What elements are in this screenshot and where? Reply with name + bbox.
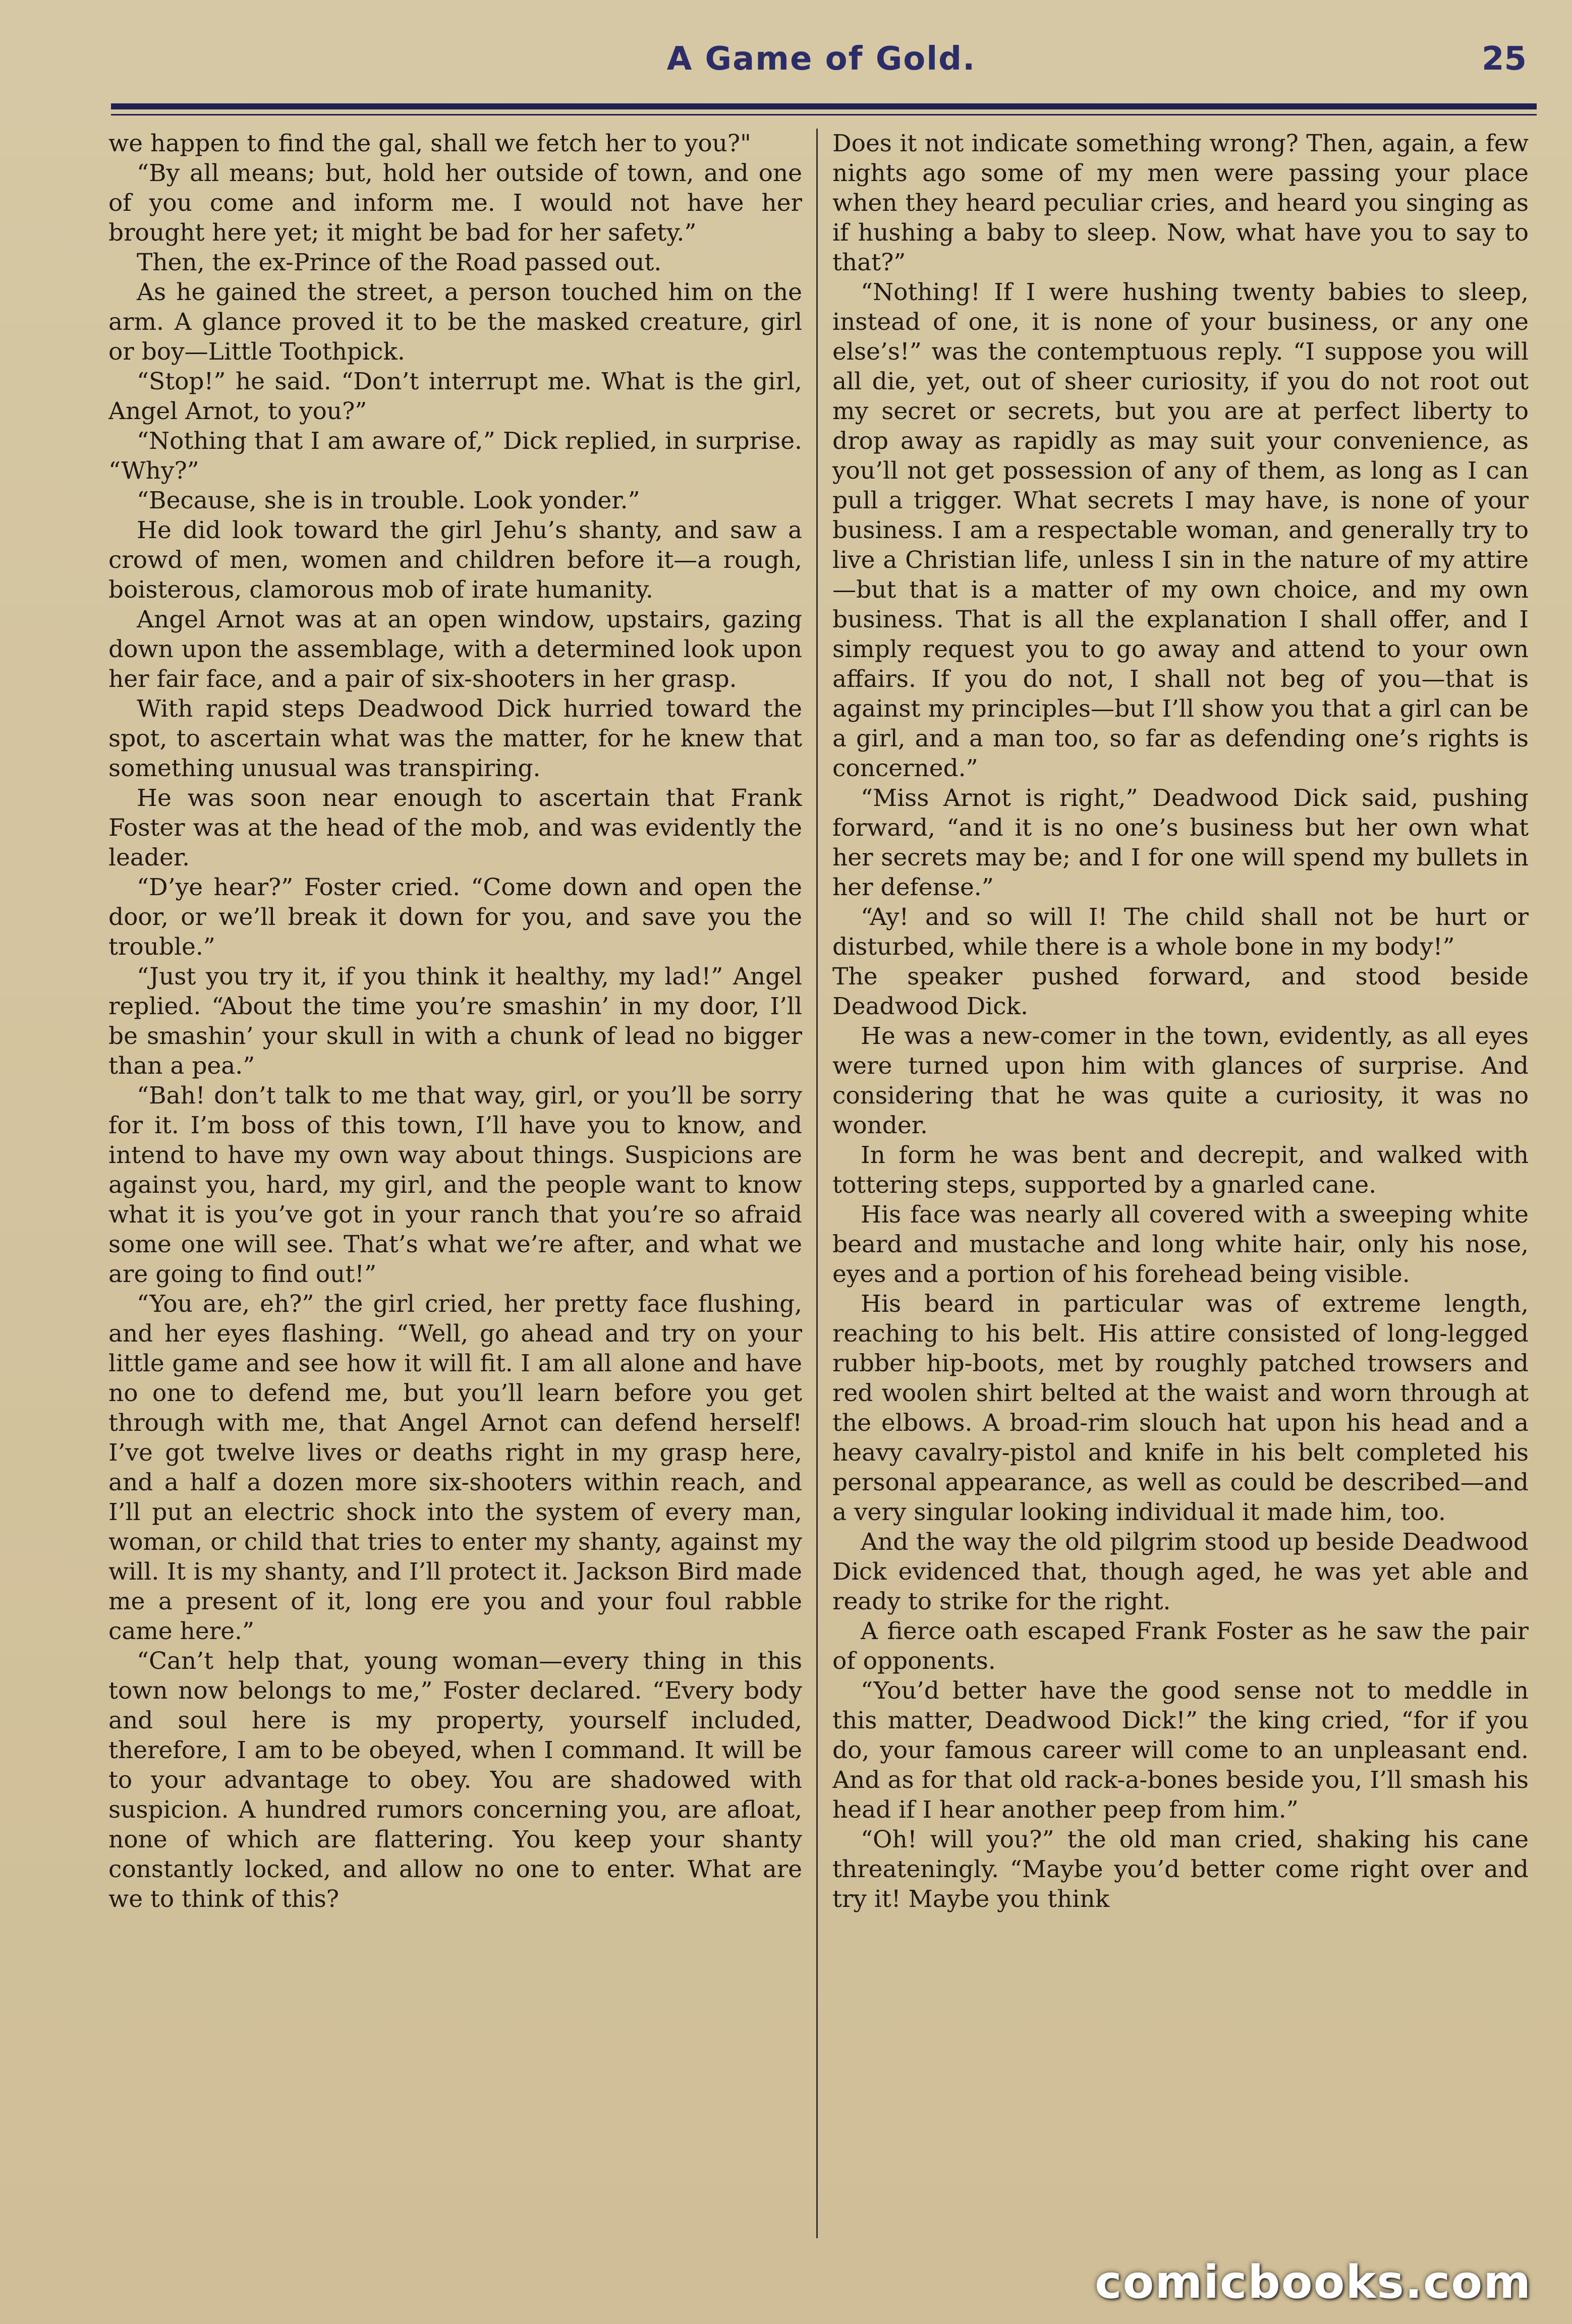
paragraph: He was soon near enough to ascertain that Frank Foster was at the head of the mob, and was evidently the leader. <box>108 784 802 872</box>
paragraph: we happen to find the gal, shall we fetch her to you?" <box>108 130 751 157</box>
paragraph: Then, the ex-Prince of the Road passed out. <box>137 249 662 276</box>
paragraph: “D’ye hear?” Foster cried. “Come down and open the door, or we’ll break it down for you, and save you the trouble.” <box>108 874 802 961</box>
paragraph: With rapid steps Deadwood Dick hurried toward the spot, to ascertain what was the matter, for he knew that something unusual was transpiring. <box>108 695 802 782</box>
paragraph: “You’d better have the good sense not to meddle in this matter, Deadwood Dick!” the king cried, “for if you do, your famous career will come to an unpleasant end. And as for that old rack-a-bones beside you, I’ll smash his head if I hear another peep from him.” <box>832 1677 1529 1824</box>
paragraph: “Just you try it, if you think it healthy, my lad!” Angel replied. “About the time you’re smashin’ in my door, I’ll be smashin’ your skull in with a chunk of lead no bigger than a pea.” <box>108 963 802 1080</box>
paragraph: Does it not indicate something wrong? Then, again, a few nights ago some of my men were passing your place when they heard peculiar cries, and heard you singing as if hushing a baby to sleep. Now, what have you to say to that?” <box>832 130 1529 276</box>
watermark-text: comicbooks.com <box>1095 2256 1532 2309</box>
paragraph: The speaker pushed forward, and stood beside Deadwood Dick. <box>832 963 1529 1020</box>
running-header <box>101 40 1542 96</box>
paragraph: “Nothing that I am aware of,” Dick replied, in surprise. “Why?” <box>108 427 802 485</box>
page-number: 25 <box>1481 40 1527 78</box>
paragraph: His face was nearly all covered with a sweeping white beard and mustache and long white hair, only his nose, eyes and a portion of his forehead being visible. <box>832 1201 1529 1288</box>
paragraph: He did look toward the girl Jehu’s shanty, and saw a crowd of men, women and children before it—a rough, boisterous, clamorous mob of irate humanity. <box>108 516 802 604</box>
paragraph: A fierce oath escaped Frank Foster as he saw the pair of opponents. <box>832 1617 1529 1675</box>
paragraph: “You are, eh?” the girl cried, her pretty face flushing, and her eyes flashing. “Well, go ahead and try on your little game and see how it will fit. I am all alone and have no one to defend me, but you’ll learn before you get through with me, that Angel Arnot can defend herself! I’ve got twelve lives or deaths right in my grasp here, and a half a dozen more six-shooters within reach, and I’ll put an electric shock into the system of every man, woman, or child that tries to enter my shanty, against my will. It is my shanty, and I’ll protect it. Jackson Bird made me a present of it, long ere you and your foul rabble came here.” <box>108 1290 802 1645</box>
page-title: A Game of Gold. <box>666 40 976 78</box>
header-rule-thick <box>111 103 1537 109</box>
header-rule-thin <box>111 114 1537 115</box>
paragraph: His beard in particular was of extreme length, reaching to his belt. His attire consisted of long-legged rubber hip-boots, met by roughly patched trowsers and red woolen shirt belted at the waist and worn through at the elbows. A broad-rim slouch hat upon his head and a heavy cavalry-pistol and knife in his belt completed his personal appearance, as well as could be described—and a very singular looking individual it made him, too. <box>832 1290 1529 1526</box>
paragraph: Angel Arnot was at an open window, upstairs, gazing down upon the assemblage, with a determined look upon her fair face, and a pair of six-shooters in her grasp. <box>108 606 802 693</box>
paragraph: “Can’t help that, young woman—every thing in this town now belongs to me,” Foster declared. “Every body and soul here is my property, yourself included, therefore, I am to be obeyed, when I command. It will be to your advantage to obey. You are shadowed with suspicion. A hundred rumors concerning you, are afloat, none of which are flattering. You keep your shanty constantly locked, and allow no one to enter. What are we to think of this? <box>108 1647 802 1913</box>
paragraph: In form he was bent and decrepit, and walked with tottering steps, supported by a gnarled cane. <box>832 1141 1529 1199</box>
left-column <box>108 129 802 2233</box>
paragraph: “Because, she is in trouble. Look yonder.” <box>137 487 640 514</box>
paragraph: “Ay! and so will I! The child shall not be hurt or disturbed, while there is a whole bone in my body!” <box>832 903 1529 961</box>
right-column <box>832 129 1529 2233</box>
paragraph: “Bah! don’t talk to me that way, girl, or you’ll be sorry for it. I’m boss of this town, I’ll have you to know, and intend to have my own way about things. Suspicions are against you, hard, my girl, and the people want to know what it is you’ve got in your ranch that you’re so afraid some one will see. That’s what we’re after, and what we are going to find out!” <box>108 1082 802 1288</box>
paragraph: As he gained the street, a person touched him on the arm. A glance proved it to be the masked creature, girl or boy—Little Toothpick. <box>108 278 802 366</box>
paragraph: He was a new-comer in the town, evidently, as all eyes were turned upon him with glances of surprise. And considering that he was quite a curiosity, it was no wonder. <box>832 1022 1529 1139</box>
paragraph: “Oh! will you?” the old man cried, shaking his cane threateningly. “Maybe you’d better come right over and try it! Maybe you think <box>832 1826 1529 1913</box>
paragraph: “Miss Arnot is right,” Deadwood Dick said, pushing forward, “and it is no one’s business but her own what her secrets may be; and I for one will spend my bullets in her defense.” <box>832 784 1529 901</box>
column-divider <box>816 129 818 2238</box>
paragraph: “By all means; but, hold her outside of town, and one of you come and inform me. I would not have her brought here yet; it might be bad for her safety.” <box>108 159 802 247</box>
paragraph: “Stop!” he said. “Don’t interrupt me. What is the girl, Angel Arnot, to you?” <box>108 368 802 425</box>
paragraph: And the way the old pilgrim stood up beside Deadwood Dick evidenced that, though aged, he was yet able and ready to strike for the right. <box>832 1528 1529 1615</box>
paragraph: “Nothing! If I were hushing twenty babies to sleep, instead of one, it is none of your business, or any one else’s!” was the contemptuous reply. “I suppose you will all die, yet, out of sheer curiosity, if you do not root out my secret or secrets, but you are at perfect liberty to drop away as rapidly as may suit your convenience, as you’ll not get possession of any of them, as long as I can pull a trigger. What secrets I may have, is none of your business. I am a respectable woman, and generally try to live a Christian life, unless I sin in the nature of my attire—but that is a matter of my own choice, and my own business. That is all the explanation I shall offer, and I simply request you to go away and attend to your own affairs. If you do not, I shall not beg of you—that is against my principles—but I’ll show you that a girl can be a girl, and a man too, so far as defending one’s rights is concerned.” <box>832 278 1529 782</box>
